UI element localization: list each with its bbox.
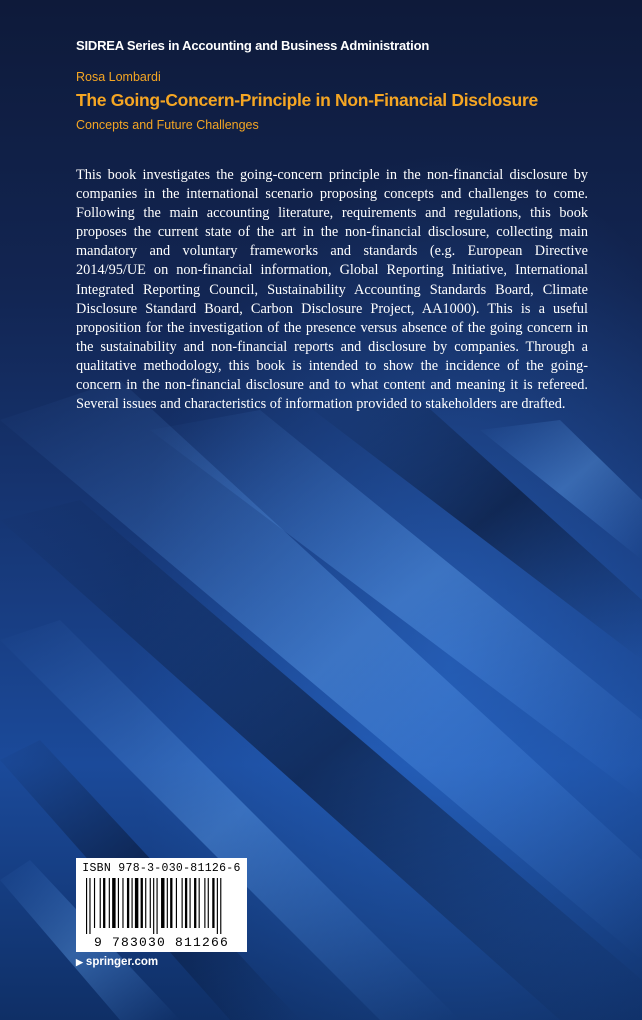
barcode-bar — [170, 878, 172, 928]
barcode-bar — [199, 878, 200, 928]
barcode-bar — [118, 878, 119, 928]
series-title: SIDREA Series in Accounting and Business Administration — [76, 38, 430, 53]
publisher-url: springer.com — [85, 956, 159, 968]
barcode-bar — [122, 878, 123, 928]
barcode-bar — [182, 878, 183, 928]
barcode-bar — [112, 878, 115, 928]
barcode-bar — [185, 878, 187, 928]
barcode-bar — [217, 878, 218, 934]
barcode-bar — [157, 878, 158, 934]
barcode-bar — [167, 878, 168, 928]
barcode-bar — [103, 878, 105, 928]
barcode-bar — [153, 878, 154, 934]
isbn-barcode — [76, 858, 247, 952]
barcode-bar — [212, 878, 214, 928]
barcode-bar — [204, 878, 205, 928]
barcode-bar — [190, 878, 191, 928]
barcode-bar — [109, 878, 110, 928]
barcode-bars — [84, 878, 239, 934]
barcode-bar — [194, 878, 196, 928]
barcode-bar — [89, 878, 90, 934]
barcode-bar — [132, 878, 133, 928]
author-name: Rosa Lombardi — [76, 70, 161, 84]
barcode-bar — [220, 878, 221, 934]
isbn-label: ISBN 978-3-030-81126-6 — [82, 862, 241, 875]
barcode-digits: 9 783030 811266 — [93, 935, 230, 950]
barcode-bar — [100, 878, 101, 928]
barcode-bar — [176, 878, 177, 928]
barcode-bar — [86, 878, 87, 934]
book-subtitle: Concepts and Future Challenges — [76, 118, 259, 132]
barcode-bar — [208, 878, 209, 928]
book-description: This book investigates the going-concern principle in the non-financial disclosure by companies in the international scenario proposing concepts and challenges to come. Following the main accounting literature, requirements and regulations, this book proposes the current state of the art in the non-financial disclosure, collecting main mandatory and voluntary frameworks and standards (e.g. European Directive 2014/95/UE on non-financial information, Global Reporting Initiative, International Integrated Reporting Council, Sustainability Accounting Standards Board, Climate Disclosure Standard Board, Carbon Disclosure Project, AA1000). This is a useful proposition for the investigation of the presence versus absence of the going concern in the sustainability and non-financial reports and disclosure by companies. Through a qualitative methodology, this book is intended to show the incidence of the going-concern in the non-financial disclosure and to what content and meaning it is refereed. Several issues and characteristics of information provided to stakeholders are drafted. — [76, 167, 588, 413]
publisher-link[interactable] — [76, 956, 158, 968]
triangle-right-icon: ▶ — [76, 957, 83, 967]
barcode-bar — [94, 878, 95, 928]
barcode-bar — [127, 878, 129, 928]
barcode-bar — [161, 878, 164, 928]
barcode-bar — [135, 878, 138, 928]
barcode-bar — [145, 878, 146, 928]
book-title: The Going-Concern-Principle in Non-Financial Disclosure — [76, 90, 538, 110]
barcode-bar — [150, 878, 151, 928]
barcode-bar — [141, 878, 143, 928]
